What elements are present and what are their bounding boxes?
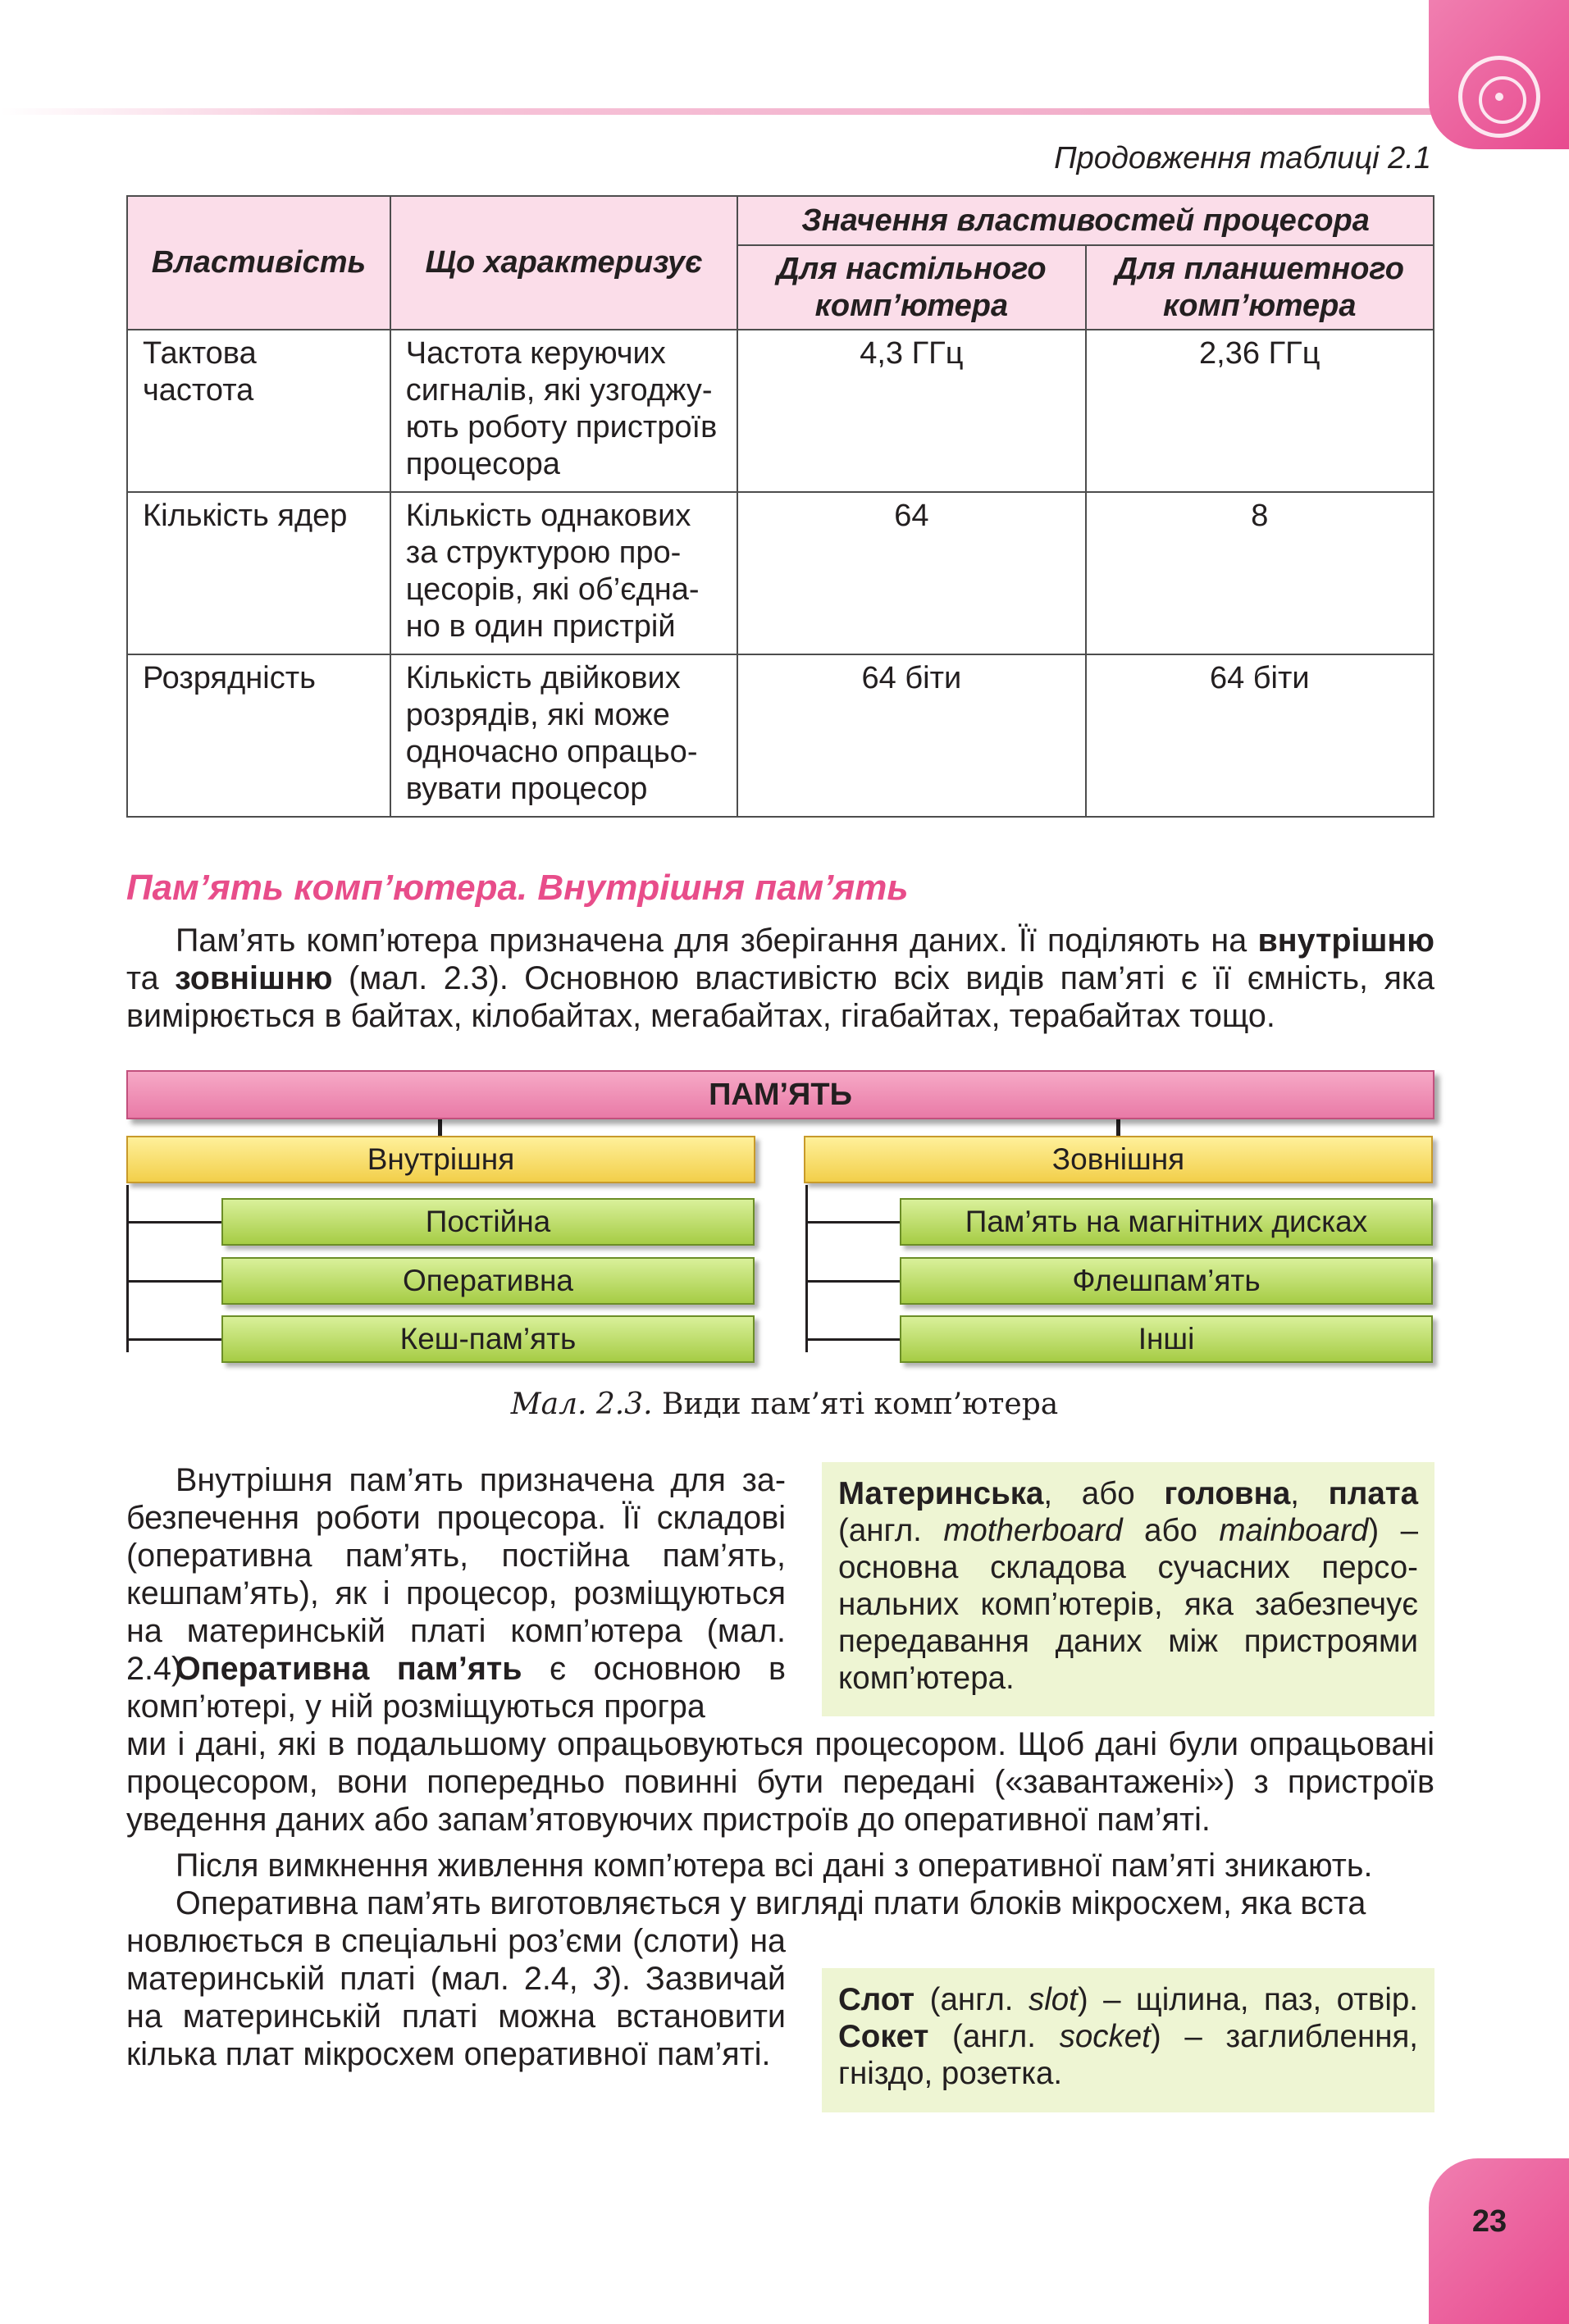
table-caption: Продовження таблиці 2.1 [1054, 141, 1431, 175]
term-internal: внутрішню [1257, 923, 1434, 959]
cell-property: Розрядність [127, 654, 390, 817]
paragraph-internal-memory: Внутрішня пам’ять призначена для забезпечення роботи процесора. Її складові (оперативна пам’ять, постійна пам’ять, кешпам’ять), як і процесор, розміщуються на материнській платі комп’ютера (мал. 2.4). [126, 1462, 786, 1687]
text: є основною в комп’ютері, у ній розміщуються програ [126, 1651, 786, 1725]
term: плата [1328, 1476, 1418, 1511]
node-cache: Кеш-пам’ять [221, 1315, 755, 1363]
figure-ref: 3 [592, 1961, 611, 1997]
cell-tablet: 64 біти [1086, 654, 1434, 817]
english-term: mainboard [1219, 1513, 1369, 1548]
connector [126, 1338, 221, 1341]
connector [126, 1280, 221, 1283]
english-term: socket [1059, 2019, 1151, 2054]
text: ) – щілина, паз, отвір. [1077, 1982, 1418, 2017]
connector [126, 1221, 221, 1224]
disc-icon [1458, 56, 1540, 138]
section-title: Пам’ять комп’ютера. Внутрішня пам’ять [126, 868, 909, 908]
cell-desktop: 64 [737, 492, 1085, 654]
cell-property: Тактова частота [127, 330, 390, 492]
term-ram: Оперативна пам’ять [176, 1651, 522, 1687]
text: (мал. 2.3). Основною властивістю всіх видів пам’яті є її ємність, яка вимірюється в байтах, кілобайтах, мегабайтах, гігабайтах, терабайтах тощо. [126, 960, 1434, 1034]
text: (англ. [914, 1982, 1029, 2017]
node-flash: Флешпам’ять [900, 1257, 1433, 1305]
header-rule [0, 108, 1444, 115]
table-row [127, 654, 1434, 817]
text: ) – основна складова сучасних персональних комп’ютерів, яка забезпечує передавання даних між пристроями комп’ютера. [838, 1513, 1418, 1696]
connector [805, 1280, 901, 1283]
term: Материнська [838, 1476, 1044, 1511]
cell-description: Кількість однакових за структурою процесорів, які об’єднано в один пристрій [390, 492, 737, 654]
node-rom: Постійна [221, 1198, 755, 1246]
text: Пам’ять комп’ютера призначена для зберігання даних. Її поділяють на [176, 923, 1258, 959]
header-values-group: Значення властивостей процесора [737, 196, 1434, 245]
text: , або [1043, 1476, 1165, 1511]
connector [126, 1185, 129, 1352]
node-ram: Оперативна [221, 1257, 755, 1305]
connector [805, 1221, 901, 1224]
term: Слот [838, 1982, 915, 2017]
cell-description: Кількість двійкових розрядів, які може одночасно опрацьовувати процесор [390, 654, 737, 817]
node-memory: ПАМ’ЯТЬ [126, 1070, 1434, 1119]
memory-types-diagram [126, 1070, 1434, 1365]
term-external: зовнішню [175, 960, 333, 996]
definition-box-slot-socket [822, 1968, 1434, 2112]
table-row [127, 330, 1434, 492]
connector [805, 1338, 901, 1341]
term: Сокет [838, 2019, 929, 2054]
header-tablet: Для планшетного комп’ютера [1086, 245, 1434, 330]
header-property: Властивість [127, 196, 390, 330]
text: (англ. [838, 1513, 944, 1548]
figure-text: Види пам’яті комп’ютера [652, 1388, 1059, 1421]
text: ). Зазвичай на материнській платі можна встановити кілька плат мікросхем оперативної пам’яті. [126, 1961, 786, 2072]
paragraph-memory-intro [126, 922, 1434, 1035]
term: головна [1164, 1476, 1291, 1511]
text: ) – заглиблення, гніздо, розетка. [838, 2019, 1419, 2091]
cell-tablet: 2,36 ГГц [1086, 330, 1434, 492]
header-characterizes: Що характеризує [390, 196, 737, 330]
processor-properties-table [126, 195, 1434, 818]
cell-description: Частота керуючих сигналів, які узгоджують роботу пристроїв процесора [390, 330, 737, 492]
node-other: Інші [900, 1315, 1433, 1363]
node-magnetic: Пам’ять на магнітних дисках [900, 1198, 1433, 1246]
text: або [1122, 1513, 1220, 1548]
paragraph-ram-form-part1: Оперативна пам’ять виготовляється у вигляді плати блоків мікросхем, яка вста [176, 1885, 1366, 1921]
figure-label: Мал. 2.3. [510, 1388, 653, 1421]
node-external: Зовнішня [804, 1136, 1433, 1183]
page-number-tab [1429, 2158, 1569, 2324]
definition-box-motherboard [822, 1462, 1434, 1716]
figure-caption [0, 1388, 1569, 1421]
page-number: 23 [1471, 2204, 1507, 2239]
paragraph-power-off: Після вимкнення живлення комп’ютера всі дані з оперативної пам’яті зникають. [176, 1848, 1373, 1884]
english-term: slot [1028, 1982, 1078, 2017]
table-row [127, 492, 1434, 654]
node-internal: Внутрішня [126, 1136, 755, 1183]
text: новлюється в спеціальні роз’єми (слоти) на материнській платі (мал. 2.4, [126, 1923, 786, 1997]
cell-property: Кількість ядер [127, 492, 390, 654]
text: , [1290, 1476, 1329, 1511]
connector [805, 1185, 808, 1352]
paragraph-ram-part1 [126, 1650, 786, 1725]
cell-desktop: 64 біти [737, 654, 1085, 817]
text: та [126, 960, 176, 996]
paragraph-ram-form-part2 [126, 1922, 786, 2073]
cell-desktop: 4,3 ГГц [737, 330, 1085, 492]
paragraph-ram-part2: ми і дані, які в подальшому опрацьовуються процесором. Щоб дані були опрацьовані процесором, вони попередньо повинні бути передані («завантажені») з пристроїв уведення даних або запам’ятовуючих пристроїв до оперативної пам’яті. [126, 1726, 1434, 1838]
text: (англ. [928, 2019, 1060, 2054]
english-term: motherboard [943, 1513, 1123, 1548]
cell-tablet: 8 [1086, 492, 1434, 654]
header-desktop: Для настільного комп’ютера [737, 245, 1085, 330]
